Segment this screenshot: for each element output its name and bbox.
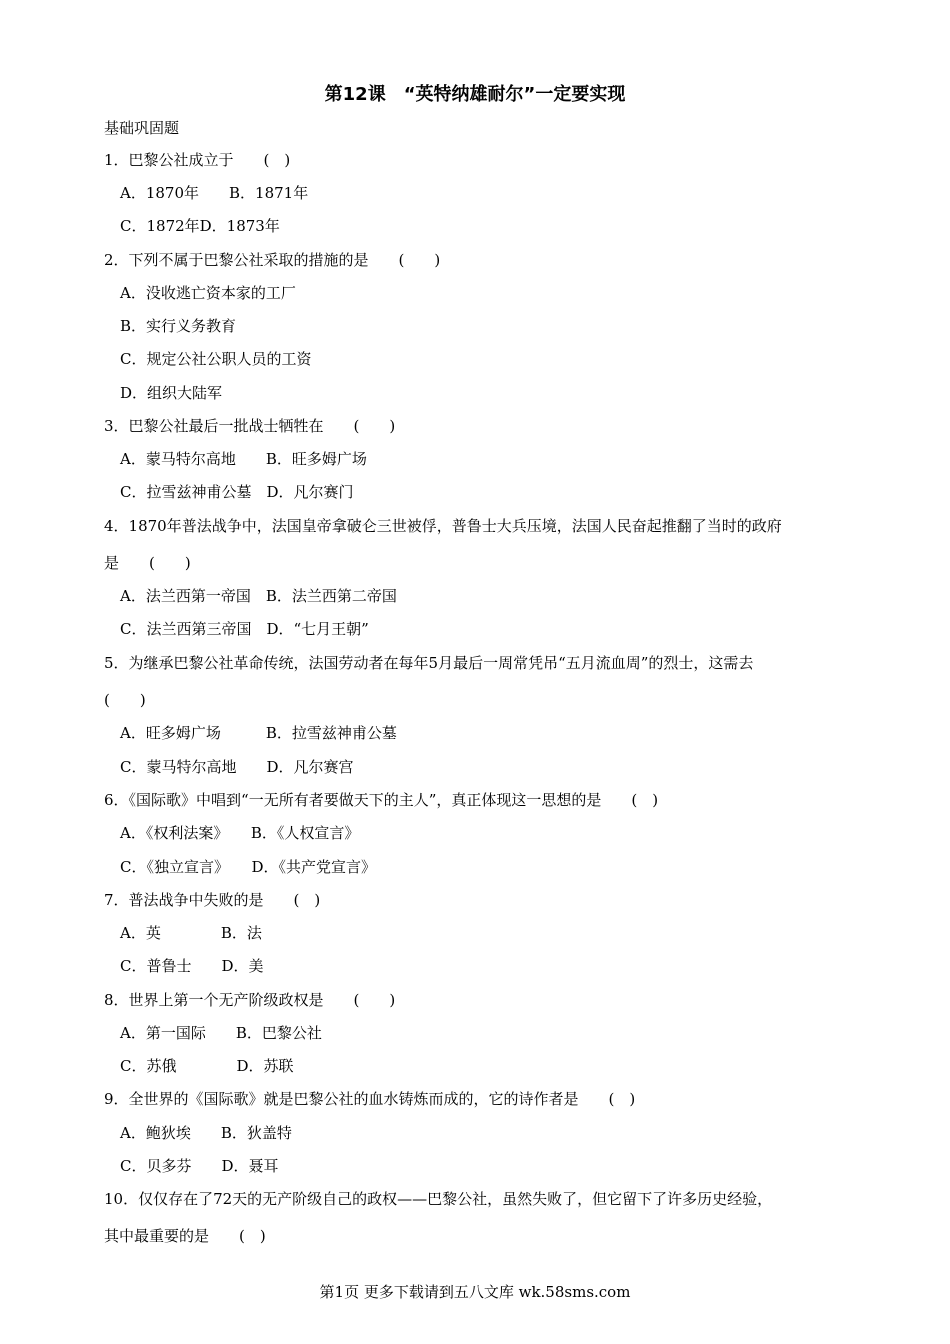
options-3-cd: C．拉雪兹神甫公墓 D．凡尔赛门 <box>120 483 354 501</box>
options-5-ab: A．旺多姆广场 B．拉雪兹神甫公墓 <box>120 724 397 742</box>
question-6: 6．《国际歌》中唱到“一无所有者要做天下的主人”，真正体现这一思想的是 ( ) <box>104 791 659 809</box>
question-2: 2．下列不属于巴黎公社采取的措施的是 ( ) <box>104 251 441 269</box>
options-9-cd: C．贝多芬 D．聂耳 <box>120 1157 279 1175</box>
question-5-cont: ( ) <box>104 691 146 709</box>
options-1-cd: C．1872年D．1873年 <box>120 217 280 235</box>
question-4: 4．1870年普法战争中，法国皇帝拿破仑三世被俘，普鲁士大兵压境，法国人民奋起推翻了当时的政府 <box>104 517 782 535</box>
options-4-ab: A．法兰西第一帝国 B．法兰西第二帝国 <box>120 587 397 605</box>
options-1-ab: A．1870年 B．1871年 <box>120 184 309 202</box>
options-6-cd: C．《独立宣言》 D．《共产党宣言》 <box>120 858 377 876</box>
question-7: 7．普法战争中失败的是 ( ) <box>104 891 321 909</box>
question-10: 10．仅仅存在了72天的无产阶级自己的政权——巴黎公社，虽然失败了，但它留下了许多历史经验， <box>104 1190 773 1208</box>
question-3: 3．巴黎公社最后一批战士牺牲在 ( ) <box>104 417 396 435</box>
page-title: 第12课 “英特纳雄耐尔”一定要实现 <box>324 84 626 105</box>
option-2-b: B．实行义务教育 <box>120 317 237 335</box>
options-8-cd: C．苏俄 D．苏联 <box>120 1057 294 1075</box>
section-heading: 基础巩固题 <box>104 119 180 137</box>
options-7-ab: A．英 B．法 <box>120 924 262 942</box>
question-9: 9．全世界的《国际歌》就是巴黎公社的血水铸炼而成的，它的诗作者是 ( ) <box>104 1090 636 1108</box>
options-5-cd: C．蒙马特尔高地 D．凡尔赛宫 <box>120 758 354 776</box>
options-3-ab: A．蒙马特尔高地 B．旺多姆广场 <box>120 450 367 468</box>
question-10-cont: 其中最重要的是 ( ) <box>104 1227 266 1245</box>
question-1: 1．巴黎公社成立于 ( ) <box>104 151 291 169</box>
options-8-ab: A．第一国际 B．巴黎公社 <box>120 1024 322 1042</box>
options-6-ab: A．《权利法案》 B．《人权宣言》 <box>120 824 360 842</box>
option-2-d: D．组织大陆军 <box>120 384 223 402</box>
option-2-a: A．没收逃亡资本家的工厂 <box>120 284 296 302</box>
question-4-cont: 是 ( ) <box>104 554 191 572</box>
option-2-c: C．规定公社公职人员的工资 <box>120 350 312 368</box>
options-9-ab: A．鲍狄埃 B．狄盖特 <box>120 1124 292 1142</box>
options-4-cd: C．法兰西第三帝国 D．“七月王朝” <box>120 620 369 638</box>
options-7-cd: C．普鲁士 D．美 <box>120 957 264 975</box>
question-5: 5．为继承巴黎公社革命传统，法国劳动者在每年5月最后一周常凭吊“五月流血周”的烈士，这需去 <box>104 654 754 672</box>
question-8: 8．世界上第一个无产阶级政权是 ( ) <box>104 991 396 1009</box>
page-footer: 第1页 更多下载请到五八文库 wk.58sms.com <box>319 1283 631 1301</box>
